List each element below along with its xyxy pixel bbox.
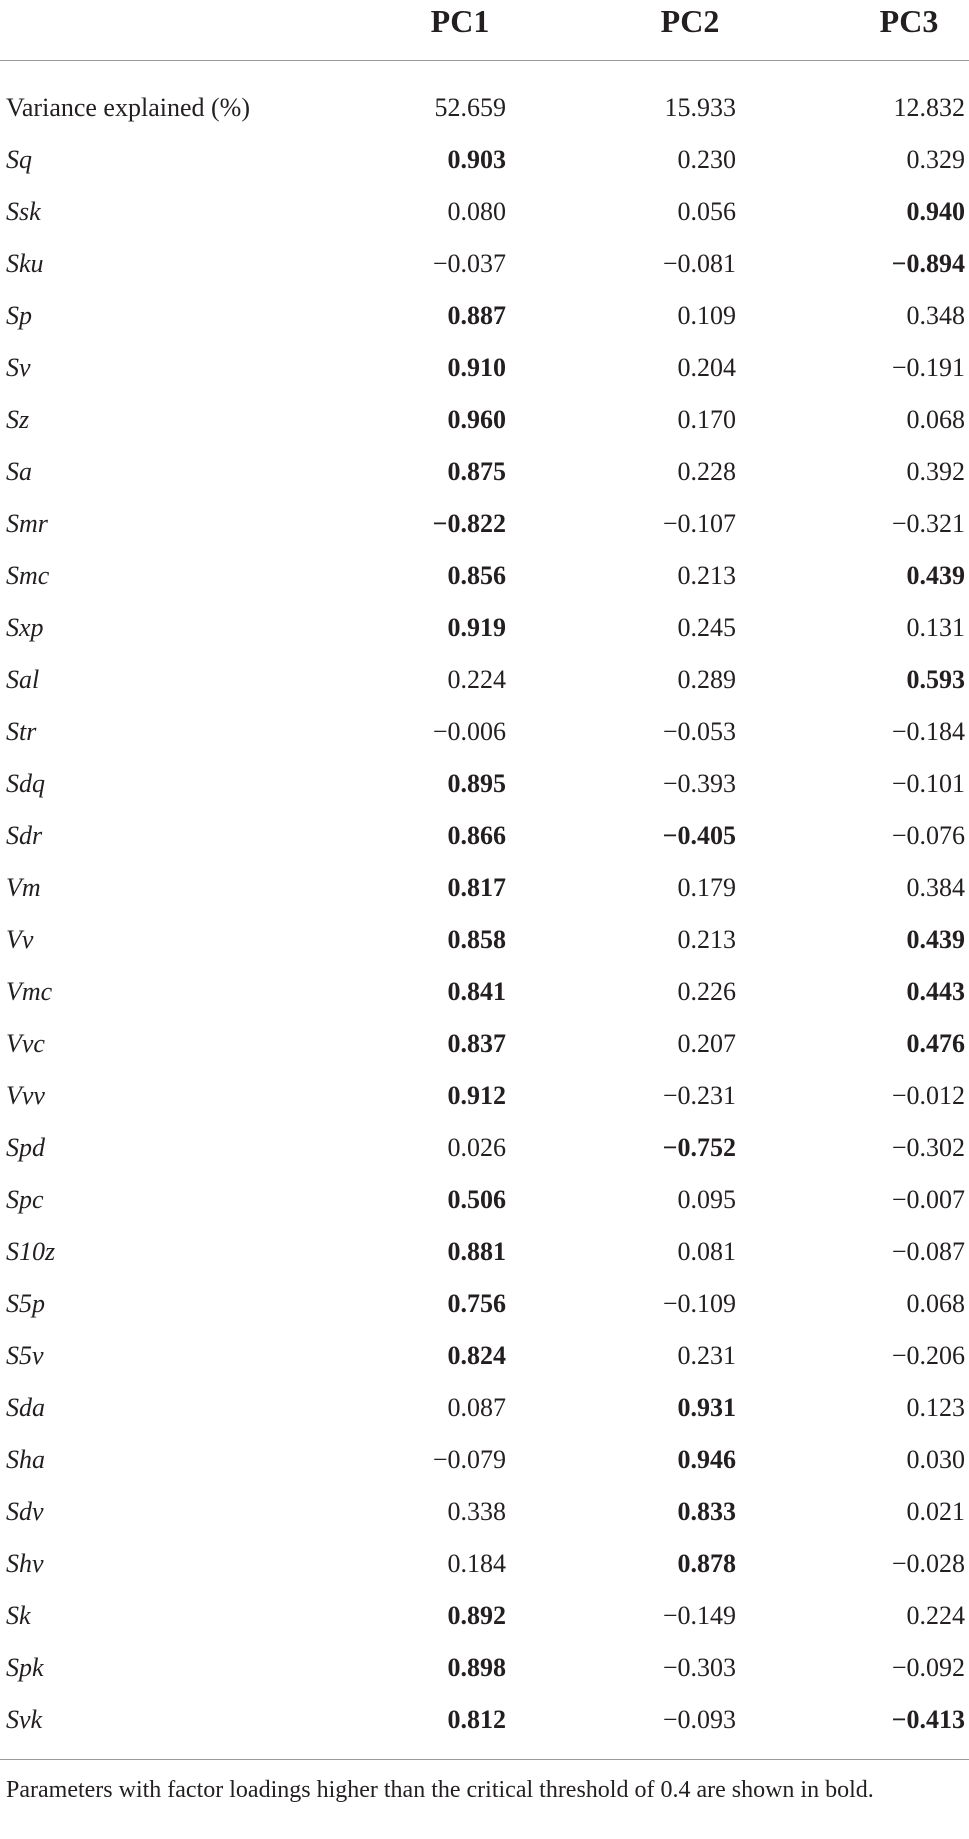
cell-pc2: −0.149: [662, 1601, 736, 1630]
row-label: Sk: [6, 1601, 31, 1630]
cell-pc3: −0.076: [891, 821, 965, 850]
cell-pc2: 0.226: [677, 977, 736, 1006]
cell-pc2: 0.109: [677, 301, 736, 330]
cell-pc1: 0.812: [447, 1705, 506, 1734]
table-body: [0, 82, 969, 1746]
cell-pc3: −0.894: [891, 249, 965, 278]
table-header: [0, 0, 969, 60]
cell-pc2: 0.946: [677, 1445, 736, 1474]
cell-pc3: −0.191: [891, 353, 965, 382]
table-row: [0, 1382, 969, 1434]
row-label: Vvv: [6, 1081, 45, 1110]
table-row: [0, 290, 969, 342]
row-label: Spd: [6, 1133, 45, 1162]
cell-pc1: 0.912: [447, 1081, 506, 1110]
cell-pc3: 0.443: [906, 977, 965, 1006]
cell-pc1: 0.856: [447, 561, 506, 590]
row-label: Svk: [6, 1705, 43, 1734]
row-label: Sa: [6, 457, 32, 486]
cell-pc1: 0.866: [447, 821, 506, 850]
cell-pc2: −0.081: [662, 249, 736, 278]
cell-pc2: 0.081: [677, 1237, 736, 1266]
cell-pc2: −0.231: [662, 1081, 736, 1110]
cell-pc1: 0.756: [447, 1289, 506, 1318]
cell-pc3: −0.007: [891, 1185, 965, 1214]
cell-pc2: 15.933: [664, 93, 736, 122]
table-row: [0, 342, 969, 394]
table-row: [0, 1018, 969, 1070]
cell-pc3: 0.329: [906, 145, 965, 174]
cell-pc1: 0.837: [447, 1029, 506, 1058]
cell-pc2: 0.289: [677, 665, 736, 694]
row-label: Ssk: [6, 197, 41, 226]
table-row: [0, 1122, 969, 1174]
cell-pc2: −0.109: [662, 1289, 736, 1318]
column-header-pc3: PC3: [879, 3, 939, 39]
table-row: [0, 966, 969, 1018]
cell-pc2: −0.053: [662, 717, 736, 746]
row-label: Shv: [6, 1549, 44, 1578]
cell-pc3: −0.302: [891, 1133, 965, 1162]
cell-pc3: −0.413: [891, 1705, 965, 1734]
table-row: [0, 1590, 969, 1642]
cell-pc1: −0.079: [432, 1445, 506, 1474]
cell-pc1: 0.224: [447, 665, 506, 694]
cell-pc3: 12.832: [893, 93, 965, 122]
table-row: [0, 1070, 969, 1122]
cell-pc1: −0.822: [432, 509, 506, 538]
table-row: [0, 862, 969, 914]
row-label: Vm: [6, 873, 41, 902]
cell-pc2: −0.303: [662, 1653, 736, 1682]
row-label: Vvc: [6, 1029, 45, 1058]
cell-pc2: 0.931: [677, 1393, 736, 1422]
cell-pc1: 0.903: [447, 145, 506, 174]
table-row: [0, 1174, 969, 1226]
cell-pc3: 0.940: [906, 197, 965, 226]
row-label: Sv: [6, 353, 31, 382]
table-row: [0, 186, 969, 238]
row-label: Sku: [6, 249, 44, 278]
cell-pc1: 0.960: [447, 405, 506, 434]
row-label: Sal: [6, 665, 40, 694]
table-row: [0, 134, 969, 186]
table-row: [0, 1226, 969, 1278]
cell-pc3: −0.012: [891, 1081, 965, 1110]
cell-pc3: 0.439: [906, 561, 965, 590]
row-label: Sha: [6, 1445, 45, 1474]
table-row: [0, 602, 969, 654]
cell-pc3: −0.206: [891, 1341, 965, 1370]
row-label: Sdr: [6, 821, 43, 850]
cell-pc1: 0.898: [447, 1653, 506, 1682]
table-row: [0, 706, 969, 758]
cell-pc3: 0.392: [906, 457, 965, 486]
row-label: Sdq: [6, 769, 45, 798]
cell-pc1: 0.026: [447, 1133, 506, 1162]
table-row: [0, 82, 969, 134]
cell-pc2: −0.107: [662, 509, 736, 538]
cell-pc1: 0.817: [447, 873, 506, 902]
header-divider: [0, 60, 969, 61]
cell-pc1: 0.919: [447, 613, 506, 642]
cell-pc3: 0.021: [906, 1497, 965, 1526]
cell-pc1: 0.887: [447, 301, 506, 330]
row-label: S5v: [6, 1341, 44, 1370]
row-label: Spk: [6, 1653, 44, 1682]
cell-pc1: 0.910: [447, 353, 506, 382]
table-row: [0, 1330, 969, 1382]
table-row: [0, 1642, 969, 1694]
row-label: Sxp: [6, 613, 44, 642]
cell-pc3: 0.593: [906, 665, 965, 694]
cell-pc3: 0.384: [906, 873, 965, 902]
row-label: S5p: [6, 1289, 45, 1318]
table-row: [0, 498, 969, 550]
cell-pc2: 0.213: [677, 925, 736, 954]
cell-pc3: 0.068: [906, 405, 965, 434]
cell-pc3: −0.184: [891, 717, 965, 746]
cell-pc2: −0.752: [662, 1133, 736, 1162]
footer-divider: [0, 1759, 969, 1760]
cell-pc1: −0.006: [432, 717, 506, 746]
cell-pc3: −0.101: [891, 769, 965, 798]
row-label: Sp: [6, 301, 32, 330]
table-row: [0, 1486, 969, 1538]
cell-pc2: −0.093: [662, 1705, 736, 1734]
table-row: [0, 758, 969, 810]
cell-pc2: 0.245: [677, 613, 736, 642]
table-row: [0, 550, 969, 602]
row-label: Spc: [6, 1185, 44, 1214]
cell-pc1: 0.824: [447, 1341, 506, 1370]
column-header-pc1: PC1: [430, 3, 490, 39]
cell-pc1: 0.858: [447, 925, 506, 954]
table-row: [0, 1434, 969, 1486]
table-row: [0, 446, 969, 498]
row-label: Sda: [6, 1393, 45, 1422]
cell-pc1: 52.659: [434, 93, 506, 122]
cell-pc1: 0.841: [447, 977, 506, 1006]
table-row: [0, 1278, 969, 1330]
cell-pc2: 0.228: [677, 457, 736, 486]
cell-pc2: −0.405: [662, 821, 736, 850]
cell-pc3: 0.123: [906, 1393, 965, 1422]
row-label: Sz: [6, 405, 30, 434]
row-label: Sq: [6, 145, 32, 174]
cell-pc1: 0.338: [447, 1497, 506, 1526]
cell-pc3: −0.092: [891, 1653, 965, 1682]
row-label: Smc: [6, 561, 50, 590]
cell-pc2: −0.393: [662, 769, 736, 798]
cell-pc3: −0.321: [891, 509, 965, 538]
cell-pc2: 0.230: [677, 145, 736, 174]
cell-pc1: 0.895: [447, 769, 506, 798]
table-row: [0, 238, 969, 290]
row-label: S10z: [6, 1237, 56, 1266]
cell-pc2: 0.207: [677, 1029, 736, 1058]
row-label: Vmc: [6, 977, 53, 1006]
cell-pc1: 0.184: [447, 1549, 506, 1578]
cell-pc3: 0.068: [906, 1289, 965, 1318]
row-label: Vv: [6, 925, 34, 954]
column-header-pc2: PC2: [660, 3, 720, 39]
cell-pc3: −0.028: [891, 1549, 965, 1578]
table-row: [0, 1694, 969, 1746]
cell-pc1: 0.080: [447, 197, 506, 226]
cell-pc1: 0.881: [447, 1237, 506, 1266]
row-label: Variance explained (%): [6, 93, 250, 122]
cell-pc1: 0.506: [447, 1185, 506, 1214]
cell-pc2: 0.878: [677, 1549, 736, 1578]
row-label: Smr: [6, 509, 48, 538]
cell-pc3: 0.476: [906, 1029, 965, 1058]
cell-pc1: 0.892: [447, 1601, 506, 1630]
table-row: [0, 914, 969, 966]
table-row: [0, 1538, 969, 1590]
cell-pc2: 0.204: [677, 353, 736, 382]
cell-pc1: −0.037: [432, 249, 506, 278]
cell-pc3: 0.348: [906, 301, 965, 330]
cell-pc1: 0.087: [447, 1393, 506, 1422]
cell-pc2: 0.231: [677, 1341, 736, 1370]
cell-pc2: 0.056: [677, 197, 736, 226]
cell-pc2: 0.833: [677, 1497, 736, 1526]
table-row: [0, 654, 969, 706]
cell-pc3: 0.224: [906, 1601, 965, 1630]
cell-pc2: 0.170: [677, 405, 736, 434]
cell-pc3: −0.087: [891, 1237, 965, 1266]
row-label: Sdv: [6, 1497, 44, 1526]
cell-pc2: 0.095: [677, 1185, 736, 1214]
cell-pc1: 0.875: [447, 457, 506, 486]
cell-pc2: 0.213: [677, 561, 736, 590]
cell-pc3: 0.439: [906, 925, 965, 954]
table-row: [0, 810, 969, 862]
cell-pc2: 0.179: [677, 873, 736, 902]
table-row: [0, 394, 969, 446]
cell-pc3: 0.131: [906, 613, 965, 642]
row-label: Str: [6, 717, 37, 746]
table-footnote: Parameters with factor loadings higher than the critical threshold of 0.4 are shown in bold.: [6, 1777, 874, 1803]
cell-pc3: 0.030: [906, 1445, 965, 1474]
